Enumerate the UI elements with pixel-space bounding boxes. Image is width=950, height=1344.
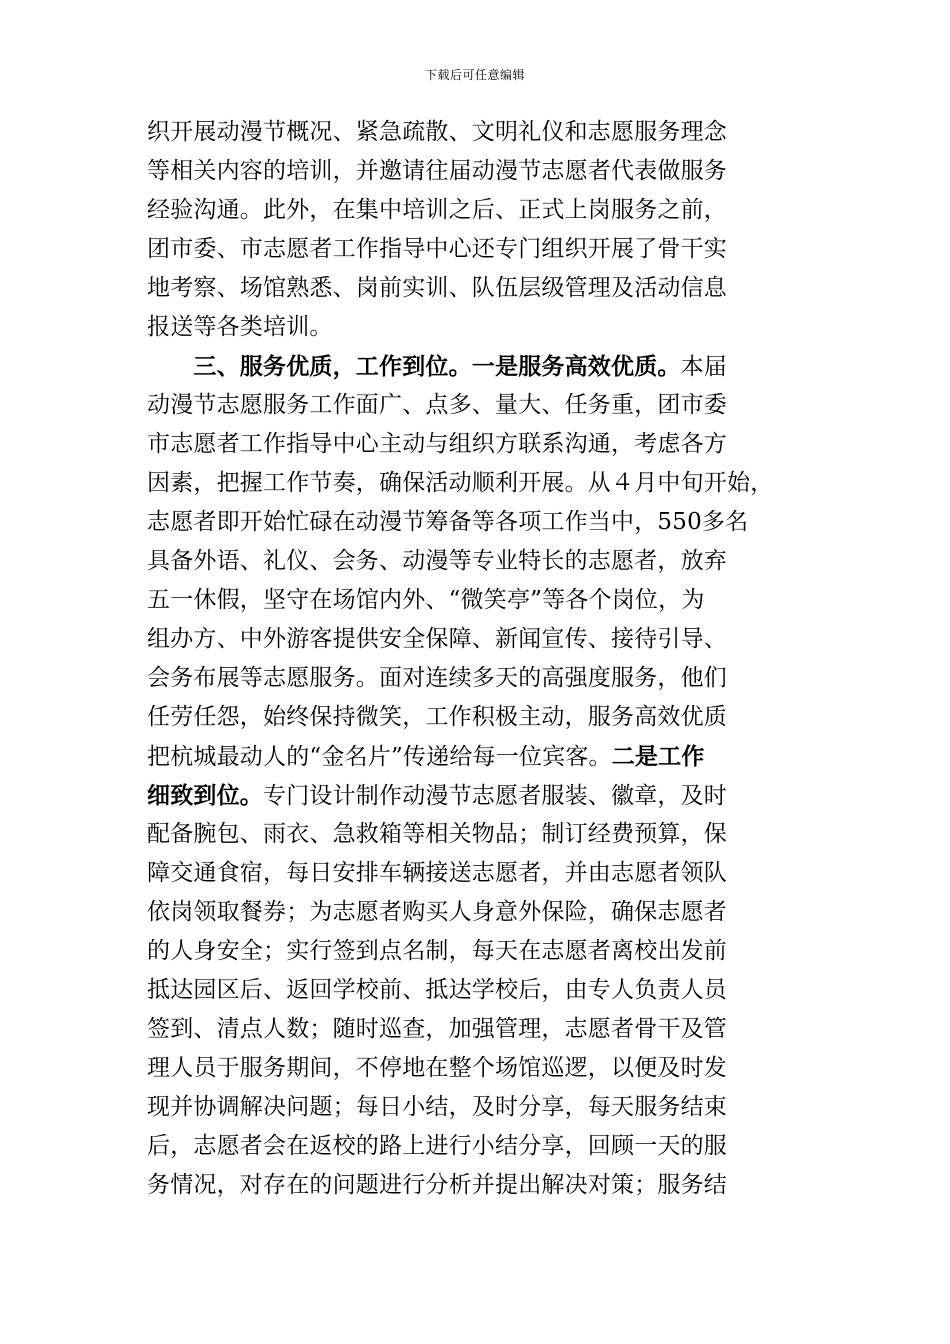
text-line <box>147 1010 837 1049</box>
text-run: 依岗领取餐券；为志愿者购买人身意外保险，确保志愿者 <box>147 899 727 925</box>
text-run: 具备外语、礼仪、会务、动漫等专业特长的志愿者，放弃 <box>147 548 727 574</box>
text-run: 本届 <box>680 354 728 380</box>
text-line <box>147 347 837 386</box>
text-run: 团市委、市志愿者工作指导中心还专门组织开展了骨干实 <box>147 236 727 262</box>
text-line <box>147 815 837 854</box>
text-run: 会务布展等志愿服务。面对连续多天的高强度服务，他们 <box>147 665 727 691</box>
text-run: 障交通食宿，每日安排车辆接送志愿者，并由志愿者领队 <box>147 860 727 886</box>
text-line <box>147 269 837 308</box>
text-run: 经验沟通。此外，在集中培训之后、正式上岗服务之前， <box>147 197 727 223</box>
text-run: 因素，把握工作节奏，确保活动顺利开展。从４月中旬开始， <box>147 470 774 496</box>
text-run: 抵达园区后、返回学校前、抵达学校后，由专人负责人员 <box>147 977 727 1003</box>
text-line <box>147 737 837 776</box>
text-line <box>147 971 837 1010</box>
text-line <box>147 308 837 347</box>
text-line <box>147 698 837 737</box>
text-run: 的人身安全；实行签到点名制，每天在志愿者离校出发前 <box>147 938 727 964</box>
text-run: 组办方、中外游客提供安全保障、新闻宣传、接待引导、 <box>147 626 727 652</box>
text-line <box>147 152 837 191</box>
document-body <box>147 113 837 1205</box>
text-line <box>147 503 837 542</box>
text-line <box>147 659 837 698</box>
subheading-run: 二是工作 <box>611 743 705 770</box>
text-run: 织开展动漫节概况、紧急疏散、文明礼仪和志愿服务理念 <box>147 119 727 145</box>
text-run: 务情况，对存在的问题进行分析并提出解决对策；服务结 <box>147 1172 727 1198</box>
text-line <box>147 1049 837 1088</box>
text-line <box>147 425 837 464</box>
text-run: 报送等各类培训。 <box>147 314 333 340</box>
text-run: 专门设计制作动漫节志愿者服装、徽章，及时 <box>263 783 727 809</box>
text-line <box>147 1166 837 1205</box>
text-run: 理人员于服务期间，不停地在整个场馆巡逻，以便及时发 <box>147 1055 727 1081</box>
text-line <box>147 893 837 932</box>
page-header: 下载后可任意编辑 <box>424 68 525 82</box>
text-run: 把杭城最动人的“金名片”传递给每一位宾客。 <box>147 744 612 770</box>
subheading-run: 细致到位。 <box>147 782 263 809</box>
text-run: 等相关内容的培训，并邀请往届动漫节志愿者代表做服务 <box>147 158 727 184</box>
text-run: 五一休假，坚守在场馆内外、“微笑亭”等各个岗位，为 <box>147 587 705 613</box>
text-run: 志愿者即开始忙碌在动漫节筹备等各项工作当中，550多名 <box>147 509 749 535</box>
text-line <box>147 620 837 659</box>
text-line <box>147 854 837 893</box>
text-run: 现并协调解决问题；每日小结，及时分享，每天服务结束 <box>147 1094 727 1120</box>
text-run: 后，志愿者会在返校的路上进行小结分享，回顾一天的服 <box>147 1133 727 1159</box>
text-line <box>147 1088 837 1127</box>
text-run: 签到、清点人数；随时巡查，加强管理，志愿者骨干及管 <box>147 1016 727 1042</box>
text-line <box>147 464 837 503</box>
text-line <box>147 230 837 269</box>
text-run: 市志愿者工作指导中心主动与组织方联系沟通，考虑各方 <box>147 431 727 457</box>
text-line <box>147 581 837 620</box>
text-line <box>147 113 837 152</box>
text-run: 任劳任怨，始终保持微笑，工作积极主动，服务高效优质 <box>147 704 727 730</box>
text-line <box>147 932 837 971</box>
text-run: 动漫节志愿服务工作面广、点多、量大、任务重，团市委 <box>147 392 727 418</box>
text-line <box>147 1127 837 1166</box>
section-heading: 三、服务优质，工作到位。一是服务高效优质。 <box>193 353 681 380</box>
text-run <box>147 354 193 380</box>
text-line <box>147 542 837 581</box>
text-line <box>147 386 837 425</box>
text-line <box>147 776 837 815</box>
text-run: 地考察、场馆熟悉、岗前实训、队伍层级管理及活动信息 <box>147 275 727 301</box>
text-line <box>147 191 837 230</box>
text-run: 配备腕包、雨衣、急救箱等相关物品；制订经费预算，保 <box>147 821 727 847</box>
